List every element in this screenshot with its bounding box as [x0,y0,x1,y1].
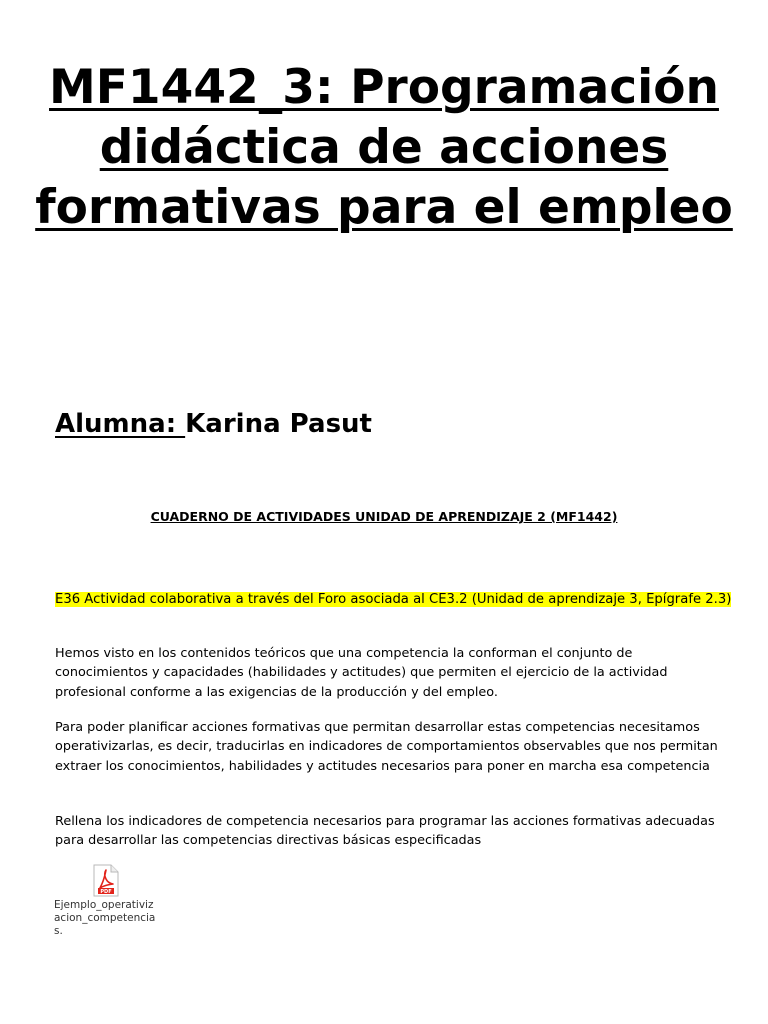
document-title: MF1442_3: Programación didáctica de acciones formativas para el empleo [35,60,733,235]
paragraph-operativizar: Para poder planificar acciones formativas que permitan desarrollar estas competencias necesitamos operativizarlas, es decir, traducirlas en indicadores de comportamientos observables que nos permitan extraer los conocimientos, habilidades y actitudes necesarios para poner en marcha esa competencia [55,720,718,774]
pdf-icon-label: PDF [100,889,112,895]
attachment-filename[interactable]: Ejemplo_operativizacion_competencias. [54,899,156,937]
pdf-file-icon [92,864,120,897]
student-name: Karina Pasut [185,409,372,439]
activity-title-highlight: E36 Actividad colaborativa a través del Foro asociada al CE3.2 (Unidad de aprendizaje 3, Epígrafe 2.3) [55,592,732,607]
student-label: Alumna: [55,409,186,439]
student-line [55,406,372,442]
workbook-subheading: CUADERNO DE ACTIVIDADES UNIDAD DE APRENDIZAJE 2 (MF1442) [150,509,618,524]
paragraph-instrucciones: Rellena los indicadores de competencia necesarios para programar las acciones formativas adecuadas para desarrollar las competencias directivas básicas especificadas [55,814,715,849]
paragraph-competencias: Hemos visto en los contenidos teóricos que una competencia la conforman el conjunto de conocimientos y capacidades (habilidades y actitudes) que permiten el ejercicio de la actividad profesional conforme a las exigencias de la producción y del empleo. [55,646,668,700]
pdf-attachment[interactable] [54,864,164,938]
activity-title [55,590,735,609]
